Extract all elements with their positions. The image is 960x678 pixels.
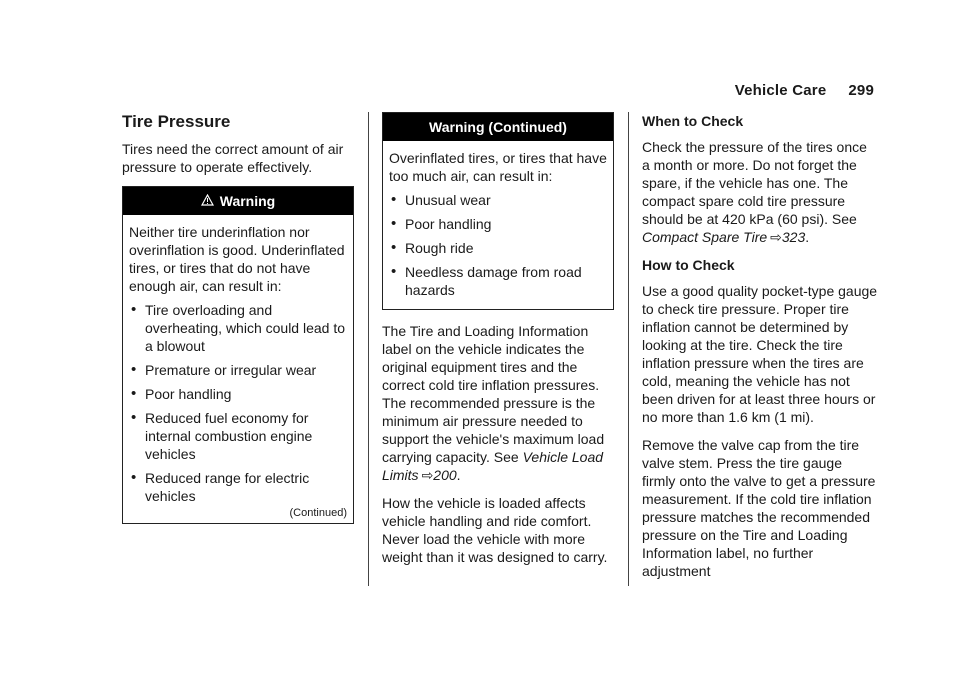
column-divider — [628, 112, 629, 586]
warning-title: Warning — [219, 193, 276, 209]
page-number: 299 — [848, 82, 874, 99]
warning-text: Overinflated tires, or tires that have too much air, can result in: — [389, 150, 607, 184]
warning-body — [123, 215, 353, 523]
page-reference-icon: ⇨ — [770, 229, 782, 245]
list-item: • Poor handling — [129, 385, 347, 403]
list-item: • Unusual wear — [389, 191, 607, 209]
page-header — [735, 82, 874, 99]
continued-label: (Continued) — [289, 507, 347, 519]
warning-text: Neither tire underinflation nor overinflation is good. Underinflated tires, or tires that do not have enough air, can result in: — [129, 224, 345, 294]
paragraph-text: Check the pressure of the tires once a month or more. Do not forget the spare, if the vehicle has one. The compact spare cold tire pressure should be at 420 kPa (60 psi). See — [642, 139, 867, 227]
how-paragraph-2: Remove the valve cap from the tire valve stem. Press the tire gauge firmly onto the valve to get a pressure measurement. If the cold tire inflation pressure matches the recommended pressure on the Tire and Loading Information label, no further adjustment — [642, 437, 876, 579]
warning-box — [122, 186, 354, 524]
cross-reference-link[interactable]: Vehicle Load Limits — [382, 449, 604, 483]
column-2 — [382, 112, 614, 576]
list-item: • Tire overloading and overheating, which could lead to a blowout — [129, 301, 347, 355]
warning-body — [383, 141, 613, 309]
warning-triangle-icon — [201, 188, 214, 216]
list-item: • Needless damage from road hazards — [389, 263, 607, 299]
list-item: • Poor handling — [389, 215, 607, 233]
warning-box-continued — [382, 112, 614, 310]
page-reference-icon: ⇨ — [421, 467, 434, 483]
paragraph-text: The Tire and Loading Information label on the vehicle indicates the original equipment tires and the correct cold tire inflation pressures. The recommended pressure is the minimum air pressure needed to support the vehicle's maximum load carrying capacity. See — [382, 323, 605, 465]
warning-list — [389, 191, 607, 299]
subheading-how: How to Check — [642, 257, 735, 273]
warning-header — [123, 187, 353, 215]
column-divider — [368, 112, 369, 586]
reference-page[interactable]: 200 — [433, 467, 457, 483]
intro-paragraph: Tires need the correct amount of air pressure to operate effectively. — [122, 141, 344, 175]
warning-list — [129, 301, 347, 505]
list-item: • Premature or irregular wear — [129, 361, 347, 379]
section-heading: Tire Pressure — [122, 112, 231, 131]
list-item: • Reduced range for electric vehicles — [129, 469, 347, 505]
warning-header: Warning (Continued) — [383, 113, 613, 141]
reference-page[interactable]: 323 — [781, 229, 806, 245]
section-title: Vehicle Care — [734, 82, 827, 99]
list-item: • Reduced fuel economy for internal combustion engine vehicles — [129, 409, 347, 463]
label-paragraph: The Tire and Loading Information label on the vehicle indicates the original equipment tires and the correct cold tire inflation pressures. The recommended pressure is the minimum air pressure needed to support the vehicle's maximum load carrying capacity. See Vehicle Load Limits ⇨200. — [382, 323, 605, 483]
when-paragraph: Check the pressure of the tires once a month or more. Do not forget the spare, if the vehicle has one. The compact spare cold tire pressure should be at 420 kPa (60 psi). See Compact Spare Tire ⇨323. — [642, 139, 867, 245]
column-3 — [642, 112, 878, 590]
how-paragraph-1: Use a good quality pocket-type gauge to check tire pressure. Proper tire inflation cannot be determined by looking at the tire. Check the tire inflation pressure when the tires are cold, meaning the vehicle has not been driven for at least three hours or no more than 1.6 km (1 mi). — [642, 283, 878, 425]
subheading-when: When to Check — [642, 113, 744, 129]
loading-paragraph: How the vehicle is loaded affects vehicle handling and ride comfort. Never load the vehicle with more weight than it was designed to carry. — [382, 495, 608, 565]
column-1 — [122, 112, 354, 536]
list-item: • Rough ride — [389, 239, 607, 257]
cross-reference-link[interactable]: Compact Spare Tire — [642, 229, 768, 245]
